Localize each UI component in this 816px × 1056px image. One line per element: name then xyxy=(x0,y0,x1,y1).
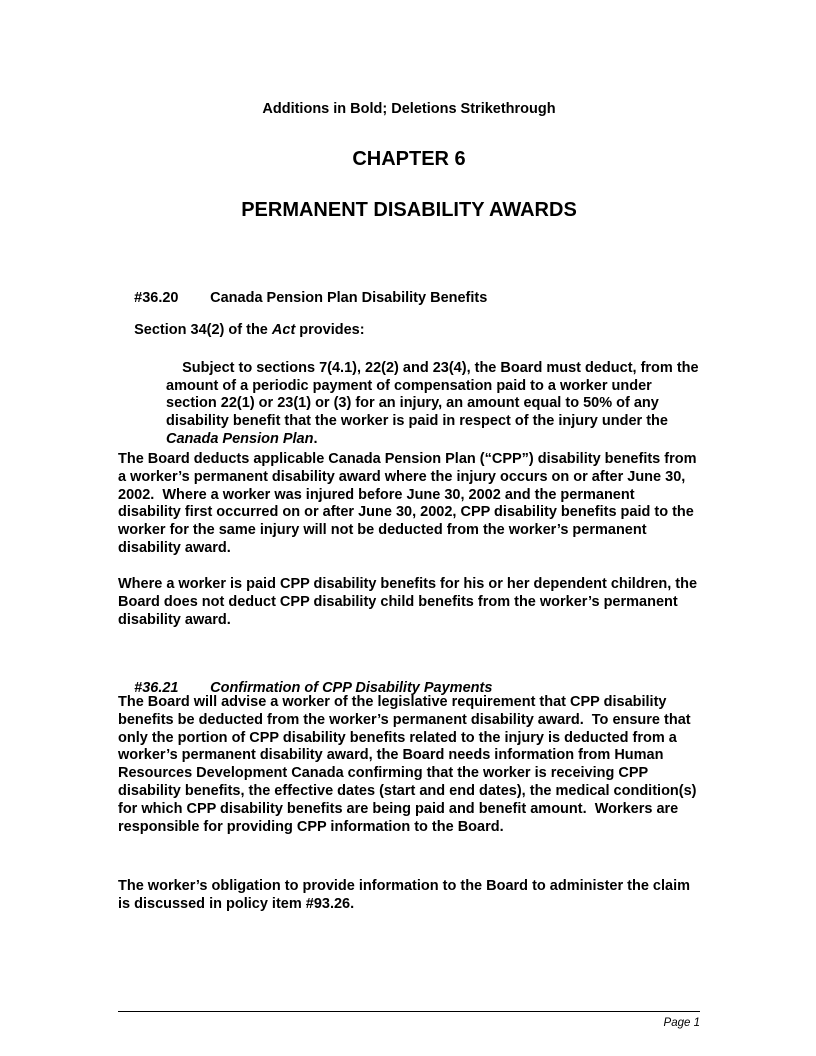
section-3621-number: #36.21 xyxy=(134,679,179,696)
section-3620-title: Canada Pension Plan Disability Benefits xyxy=(210,289,488,306)
statute-quote xyxy=(166,342,703,467)
statute-quote-body: Subject to sections 7(4.1), 22(2) and 23(4), the Board must deduct, from the amount of a periodic payment of compensation paid to a worker under section 22(1) or 23(1) or (3) for an injury, an amount equal to 50% of any disability benefit that the worker is paid in respect of the injury under the xyxy=(166,359,703,430)
statute-intro-prefix: Section 34(2) of the xyxy=(134,321,272,338)
statute-name-italic: Canada Pension Plan xyxy=(166,430,314,447)
chapter-title-heading: PERMANENT DISABILITY AWARDS xyxy=(241,199,577,221)
revision-notice: Additions in Bold; Deletions Strikethrough xyxy=(262,101,556,117)
policy-paragraph: Where a worker is paid CPP disability benefits for his or her dependent children, the Board does not deduct CPP disability child benefits from the worker’s permanent disability award. xyxy=(118,576,702,628)
chapter-number-heading: CHAPTER 6 xyxy=(352,148,466,170)
statute-intro-suffix: provides: xyxy=(295,321,365,338)
footer-rule xyxy=(118,1011,700,1012)
policy-paragraph: The Board deducts applicable Canada Pension Plan (“CPP”) disability benefits from a worker’s permanent disability award where the injury occurs on or after June 30, 2002. Where a worker was injured before June 30, 2002 and the permanent disability first occurred on or after June 30, 2002, CPP disability benefits paid to the worker for the same injury will not be deducted from the worker’s permanent disability award. xyxy=(118,451,701,556)
section-3620-number: #36.20 xyxy=(134,289,179,306)
section-3621-title: Confirmation of CPP Disability Payments xyxy=(210,679,493,696)
act-name-italic: Act xyxy=(271,321,296,338)
policy-paragraph: The worker’s obligation to provide information to the Board to administer the claim is discussed in policy item #93.26. xyxy=(118,878,695,912)
policy-paragraph: The Board will advise a worker of the legislative requirement that CPP disability benefits be deducted from the worker’s permanent disability award. To ensure that only the portion of CPP disability benefits related to the injury is deducted from a worker’s permanent disability award, the Board needs information from Human Resources Development Canada confirming that the worker is receiving CPP disability benefits, the effective dates (start and end dates), the medical condition(s) for which CPP disability benefits are being paid and benefit amount. Workers are responsible for providing CPP information to the Board. xyxy=(118,694,701,835)
statute-quote-end: . xyxy=(313,430,318,447)
page-number: Page 1 xyxy=(663,1017,700,1029)
